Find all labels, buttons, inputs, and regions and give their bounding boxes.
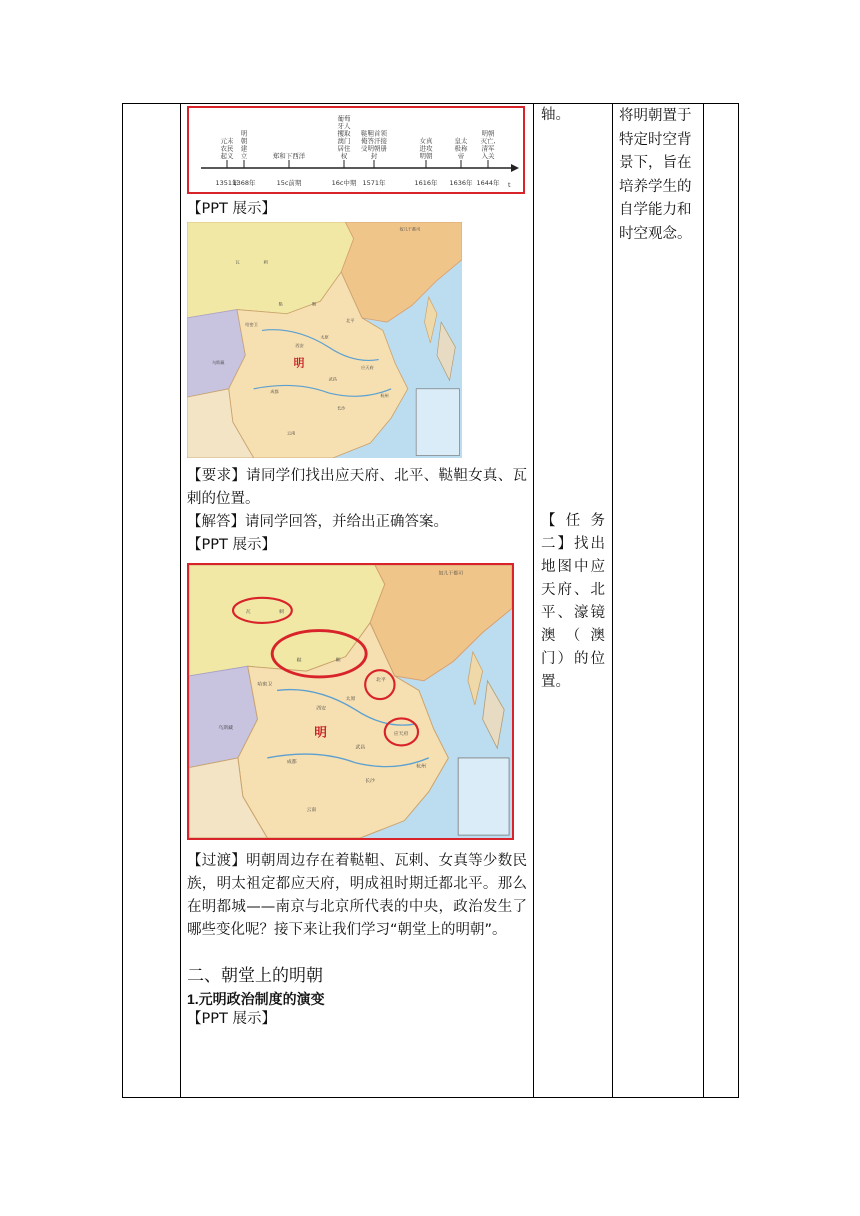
- timeline-event-label: 俺答汗接: [361, 137, 387, 145]
- map-place-label: 乌斯藏: [218, 725, 234, 731]
- timeline-event-label: 元末: [220, 137, 234, 145]
- timeline-event-label: 权: [340, 152, 348, 160]
- map-place-label: 奴儿干都司: [399, 226, 421, 232]
- timeline-event-label: 封: [370, 152, 378, 160]
- map-place-label: 长沙: [365, 778, 375, 785]
- col3-top-text: 轴。: [541, 107, 570, 123]
- answer-text: 【解答】请同学回答，并给出正确答案。: [187, 514, 448, 530]
- timeline-figure: [187, 106, 525, 194]
- timeline-arrow: [511, 164, 519, 172]
- subsection-title: 1.元明政治制度的演变: [187, 991, 325, 1007]
- ming-map-2: [187, 563, 514, 840]
- ming-label: 明: [314, 724, 328, 740]
- timeline-event-label: 帝: [457, 152, 465, 160]
- map-place-label: 长沙: [337, 405, 346, 411]
- ming-map-1: [187, 222, 462, 458]
- timeline-year-label: 1616年: [414, 179, 438, 187]
- ming-label: 明: [293, 356, 305, 370]
- ming-map-1-svg: [187, 222, 462, 458]
- map-place-label: 西安: [316, 705, 327, 712]
- timeline-event-label: 女真: [419, 137, 433, 145]
- table-col-line-5: [738, 103, 739, 1098]
- map-place-label: 奴儿干都司: [438, 570, 463, 577]
- ming-map-2-svg: [189, 565, 512, 838]
- design-intent-text: 将明朝置于特定时空背景下，旨在培养学生的自学能力和时空观念。: [619, 108, 692, 242]
- timeline-event-label: 朝: [240, 137, 248, 145]
- map-place-label: 杭州: [416, 763, 426, 770]
- timeline-year-label: 1636年: [449, 179, 473, 187]
- transition-text: 【过渡】明朝周边存在着鞑靼、瓦剌、女真等少数民族，明太祖定都应天府，明成祖时期迁都北平。那么在明都城——南京与北京所代表的中央，政治发生了哪些变化呢？接下来让我们学习“朝堂上的明朝”。: [187, 853, 527, 938]
- table-top-border: [122, 103, 738, 104]
- timeline-event-label: 澳门: [337, 137, 351, 145]
- map-place-label: 靼: [312, 301, 317, 307]
- table-col-line-1: [180, 103, 181, 1098]
- map-place-label: 武昌: [355, 744, 366, 751]
- map-place-label: 成都: [286, 758, 297, 765]
- timeline-event-label: 皇太: [454, 137, 468, 145]
- map-place-label: 应天府: [393, 730, 409, 737]
- map-place-label: 瓦: [235, 259, 240, 265]
- map-place-label: 剌: [263, 259, 268, 265]
- timeline-event-label: 建: [240, 144, 248, 153]
- map-place-label: 乌斯藏: [212, 359, 225, 365]
- ppt-show-label-3: 【PPT 展示】: [187, 1011, 276, 1027]
- timeline-axis-end-label: t: [508, 181, 511, 189]
- timeline-event-label: 牙人: [337, 122, 351, 130]
- map-place-label: 西安: [295, 343, 304, 349]
- timeline-event-label: 进攻: [419, 144, 433, 153]
- timeline-year-label: 1644年: [476, 179, 500, 187]
- map-place-label: 云南: [306, 807, 317, 813]
- ppt-show-label-1: 【PPT 展示】: [187, 201, 276, 217]
- map-place-label: 应天府: [361, 364, 374, 370]
- timeline-event-label: 明: [240, 129, 248, 138]
- map-place-label: 成都: [270, 388, 279, 394]
- inset-map: [458, 758, 509, 835]
- section-title: 二、朝堂上的明朝: [187, 966, 323, 986]
- inset-map: [416, 389, 459, 456]
- timeline-event-label: 极称: [454, 144, 468, 153]
- table-col-line-2: [533, 103, 534, 1098]
- timeline-year-label: 15c前期: [276, 179, 302, 187]
- requirement-text: 【要求】请同学们找出应天府、北平、鞑靼女真、瓦剌的位置。: [187, 468, 527, 507]
- map-place-label: 北平: [346, 318, 355, 324]
- map-place-label: 瓦: [245, 609, 251, 616]
- timeline-event-label: 农民: [220, 144, 234, 153]
- timeline-event-label: 郑和下西洋: [272, 152, 306, 160]
- map-place-label: 太原: [320, 334, 329, 340]
- ppt-show-label-2: 【PPT 展示】: [187, 537, 276, 553]
- timeline-event-label: 受明朝册: [361, 144, 387, 153]
- timeline-event-label: 灭亡,: [480, 137, 496, 145]
- table-col-line-0: [122, 103, 123, 1098]
- map-place-label: 云南: [287, 430, 296, 436]
- timeline-event-label: 明朝: [481, 129, 495, 138]
- map-place-label: 靼: [335, 657, 341, 664]
- timeline-event-label: 鞑靼首领: [361, 129, 387, 138]
- table-col-line-4: [703, 103, 704, 1098]
- timeline-year-label: 1351年: [215, 179, 239, 187]
- table-col-line-3: [612, 103, 613, 1098]
- map-place-label: 哈密卫: [257, 681, 273, 688]
- timeline-year-label: 16c中期: [331, 179, 357, 187]
- timeline-event-label: 入关: [481, 152, 495, 160]
- map-place-label: 剌: [279, 609, 284, 616]
- timeline-year-label: 1368年: [232, 179, 256, 187]
- timeline-event-label: 明朝: [419, 152, 433, 160]
- map-place-label: 杭州: [380, 393, 389, 399]
- map-place-label: 北平: [375, 676, 386, 683]
- map-place-label: 太原: [345, 696, 356, 703]
- map-place-label: 哈密卫: [245, 322, 258, 328]
- timeline-event-label: 葡萄: [337, 114, 351, 123]
- map-place-label: 鞑: [278, 301, 283, 307]
- timeline-event-label: 清军: [481, 144, 495, 153]
- task-two-text: 【 任 务二】找出地图中应天府、北平、濠镜澳（澳门）的位置。: [541, 513, 605, 690]
- table-bottom-border: [122, 1097, 738, 1098]
- timeline-year-label: 1571年: [362, 179, 386, 187]
- timeline-svg: [189, 108, 523, 192]
- timeline-event-label: 居住: [337, 144, 351, 153]
- timeline-event-label: 攫取: [337, 129, 351, 138]
- timeline-event-label: 立: [240, 152, 248, 160]
- map-place-label: 武昌: [328, 376, 337, 382]
- timeline-event-label: 起义: [220, 152, 234, 160]
- map-place-label: 鞑: [296, 657, 302, 664]
